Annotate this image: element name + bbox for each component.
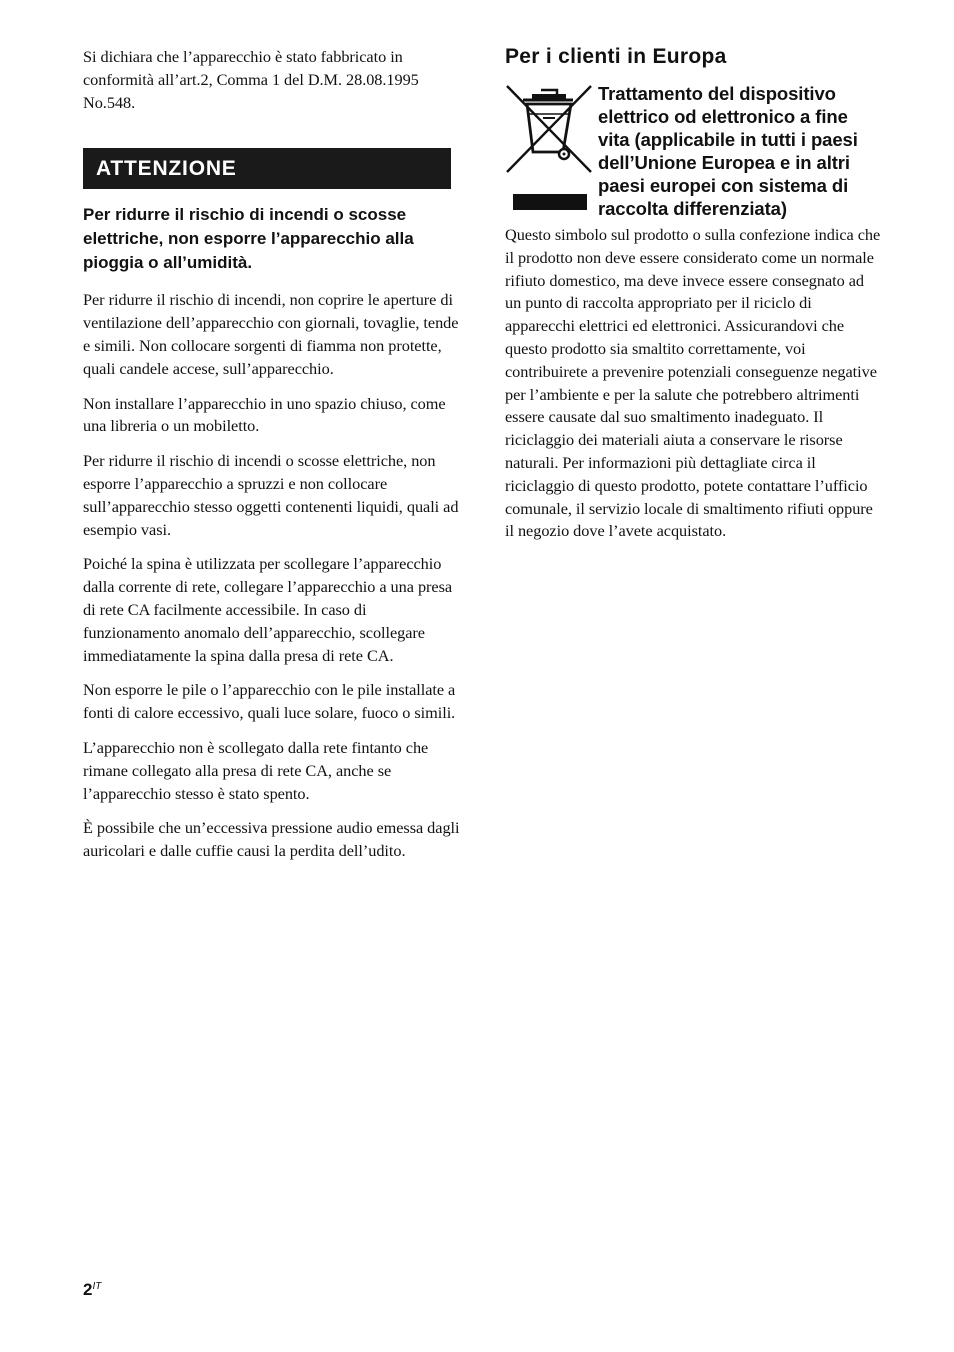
- left-column: [83, 46, 461, 875]
- intro-paragraph: Si dichiara che l’apparecchio è stato fabbricato in conformità all’art.2, Comma 1 del D.M. 28.08.1995 No.548.: [83, 47, 419, 112]
- warning-paragraph: Per ridurre il rischio di incendi o scosse elettriche, non esporre l’apparecchio a spruzzi e non collocare sull’apparecchio stesso oggetti contenenti liquidi, quali ad esempio vasi.: [83, 451, 459, 539]
- attenzione-banner: ATTENZIONE: [83, 148, 451, 189]
- page-lang-suffix: IT: [92, 1281, 102, 1292]
- weee-title: Trattamento del dispositivo elettrico od elettronico a fine vita (applicabile in tutti i paesi dell’Unione Europea e in altri paesi europei con sistema di raccolta differenziata): [598, 83, 858, 219]
- weee-body: Questo simbolo sul prodotto o sulla confezione indica che il prodotto non deve essere considerato come un normale rifiuto domestico, ma deve invece essere consegnato ad un punto di raccolta appropriato per il riciclo di apparecchi elettrici ed elettronici. Assicurandovi che questo prodotto sia smaltito correttamente, voi contribuirete a prevenire potenziali conseguenze negative per l’ambiente e per la salute che potrebbero altrimenti essere causate dal suo smaltimento inadeguato. Il riciclaggio dei materiali aiuta a conservare le risorse naturali. Per informazioni più dettagliate circa il riciclaggio di questo prodotto, potete contattare l’ufficio comunale, il servizio locale di smaltimento rifiuti oppure il negozio dove l’avete acquistato.: [505, 225, 881, 541]
- warning-paragraph: L’apparecchio non è scollegato dalla rete fintanto che rimane collegato alla presa di rete CA, anche se l’apparecchio stesso è stato spento.: [83, 737, 429, 803]
- warning-paragraph: Non installare l’apparecchio in uno spazio chiuso, come una libreria o un mobiletto.: [83, 393, 446, 436]
- warning-paragraph: È possibile che un’eccessiva pressione audio emessa dagli auricolari e dalle cuffie causi la perdita dell’udito.: [83, 818, 460, 861]
- warning-paragraph: Poiché la spina è utilizzata per scollegare l’apparecchio dalla corrente di rete, collegare l’apparecchio a una presa di rete CA facilmente accessibile. In caso di funzionamento anomalo dell’apparecchio, scollegare immediatamente la spina dalla presa di rete CA.: [83, 554, 453, 665]
- warning-paragraph: Non esporre le pile o l’apparecchio con le pile installate a fonti di calore eccessivo, quali luce solare, fuoco o simili.: [83, 680, 456, 723]
- weee-block: [505, 82, 883, 220]
- right-column: [505, 44, 883, 555]
- warning-paragraph: Per ridurre il rischio di incendi, non coprire le aperture di ventilazione dell’apparecchio con giornali, tovaglie, tende e simili. Non collocare sorgenti di fiamma non protette, quali candele accese, sull’apparecchio.: [83, 290, 459, 378]
- europe-heading: Per i clienti in Europa: [505, 45, 727, 68]
- crossed-out-wheelie-bin-icon: [505, 82, 593, 212]
- page-number-value: 2: [83, 1280, 93, 1299]
- page-number: [83, 1280, 101, 1300]
- warning-lead: Per ridurre il rischio di incendi o scosse elettriche, non esporre l’apparecchio alla pioggia o all’umidità.: [83, 205, 414, 273]
